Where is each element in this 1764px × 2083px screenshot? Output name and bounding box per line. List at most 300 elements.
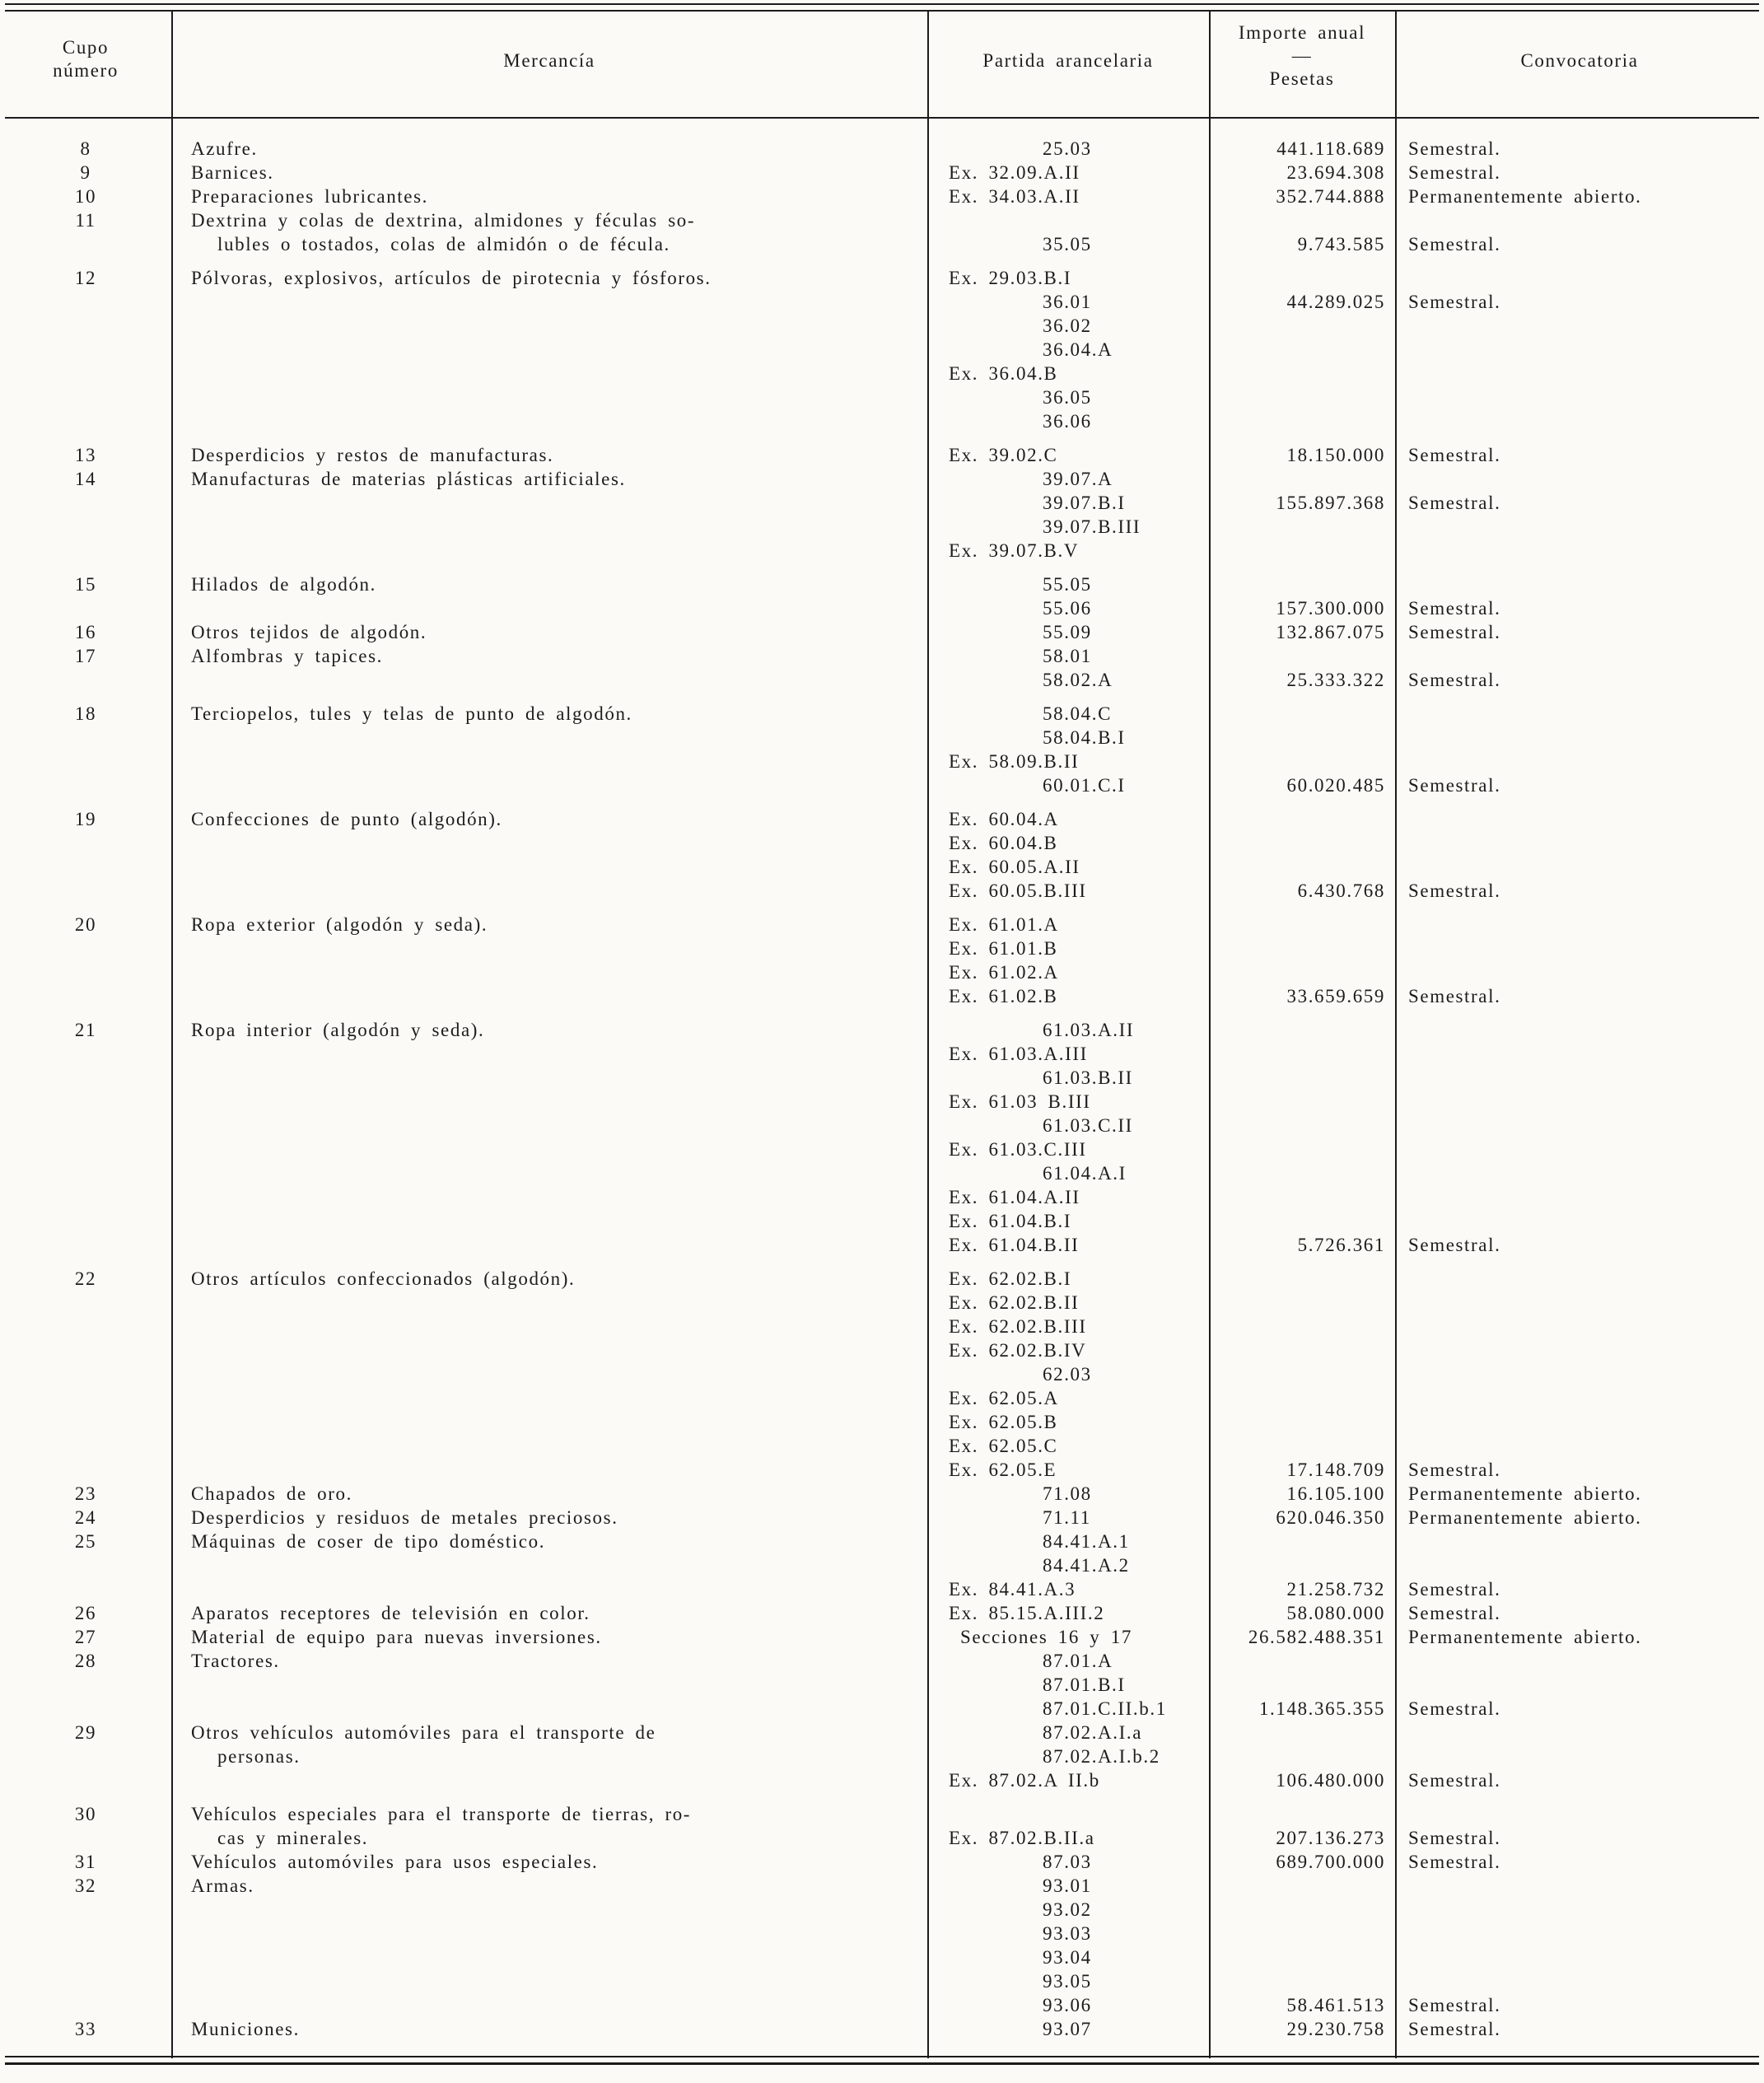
mercancia-cell: [171, 855, 927, 879]
table-row: [0, 668, 1764, 692]
partida-cell: Ex. 61.02.B: [949, 986, 1058, 1006]
cupo-number-cell: 13: [74, 445, 97, 465]
mercancia-cell: [171, 984, 927, 1008]
mercancia-cell: Vehículos automóviles para usos especiales.: [191, 1852, 599, 1872]
convocatoria-cell: [1395, 1744, 1764, 1768]
partida-cell: Ex. 34.03.A.II: [949, 186, 1080, 207]
cupo-number-cell: [0, 879, 171, 903]
cupo-number-cell: 32: [74, 1875, 97, 1896]
mercancia-cell: [171, 1697, 927, 1721]
partida-cell: 93.03: [1043, 1923, 1092, 1944]
table-row: [0, 1802, 1764, 1826]
table-row: [0, 1434, 1764, 1458]
mercancia-cell: Tractores.: [191, 1651, 280, 1671]
table-row: [0, 1697, 1764, 1721]
cupo-number-cell: 31: [74, 1852, 97, 1872]
importe-cell: [1209, 855, 1395, 879]
partida-cell: 25.03: [1043, 138, 1092, 159]
mercancia-cell: Municiones.: [191, 2019, 300, 2039]
table-row: [0, 855, 1764, 879]
table-row: [0, 1898, 1764, 1922]
column-divider-mercancia-partida: [927, 10, 929, 2058]
mercancia-cell: [171, 1233, 927, 1257]
table-row: [0, 1267, 1764, 1291]
partida-cell: 62.03: [1043, 1364, 1092, 1385]
importe-cell: 620.046.350: [1276, 1507, 1385, 1528]
cupo-number-cell: 26: [74, 1603, 97, 1623]
convocatoria-cell: Semestral.: [1408, 493, 1501, 513]
cupo-number-cell: [0, 232, 171, 256]
cupo-number-cell: 18: [74, 703, 97, 724]
mercancia-cell: [171, 1922, 927, 1945]
mercancia-cell: [171, 1209, 927, 1233]
table-row: [0, 1744, 1764, 1768]
cupo-number-cell: [0, 1697, 171, 1721]
importe-cell: [1209, 1209, 1395, 1233]
header-separator-rule: [5, 117, 1759, 119]
cupo-number-cell: [0, 1945, 171, 1969]
cupo-number-cell: 28: [74, 1651, 97, 1671]
mercancia-cell: [171, 1114, 927, 1137]
table-row: [0, 1161, 1764, 1185]
partida-cell: 60.01.C.I: [1043, 775, 1126, 796]
mercancia-cell: [171, 1458, 927, 1482]
mercancia-cell: personas.: [217, 1746, 301, 1767]
cupo-number-cell: [0, 1386, 171, 1410]
convocatoria-cell: [1395, 572, 1764, 596]
partida-cell: 39.07.B.III: [1043, 516, 1141, 537]
cupo-number-cell: [0, 409, 171, 433]
table-row: [0, 831, 1764, 855]
partida-cell: Ex. 87.02.B.II.a: [949, 1828, 1095, 1848]
table-row: [0, 1721, 1764, 1744]
importe-cell: [1209, 1673, 1395, 1697]
table-row: [0, 807, 1764, 831]
cupo-number-cell: [0, 491, 171, 515]
partida-cell: 61.03.B.II: [1043, 1067, 1133, 1088]
table-row: [0, 161, 1764, 184]
importe-cell: [1209, 1649, 1395, 1673]
partida-cell: Ex. 32.09.A.II: [949, 162, 1080, 183]
convocatoria-cell: [1395, 1721, 1764, 1744]
importe-cell: [1209, 385, 1395, 409]
importe-cell: 17.148.709: [1286, 1460, 1385, 1480]
partida-cell: 93.01: [1043, 1875, 1092, 1896]
column-divider-partida-importe: [1209, 10, 1211, 2058]
convocatoria-cell: [1395, 807, 1764, 831]
importe-cell: [1209, 726, 1395, 750]
mercancia-cell: [171, 1137, 927, 1161]
header-importe-line1: Importe anual: [1238, 22, 1366, 43]
partida-cell: Ex. 85.15.A.III.2: [949, 1603, 1105, 1623]
mercancia-cell: Dextrina y colas de dextrina, almidones y féculas so-: [191, 210, 696, 231]
importe-cell: 44.289.025: [1286, 292, 1385, 312]
mercancia-cell: [171, 314, 927, 338]
partida-cell: 55.09: [1043, 622, 1092, 642]
table-row: [0, 2017, 1764, 2041]
convocatoria-cell: [1395, 1434, 1764, 1458]
cupo-number-cell: 23: [74, 1483, 97, 1504]
cupo-number-cell: [0, 726, 171, 750]
mercancia-cell: [171, 1386, 927, 1410]
table-row: [0, 596, 1764, 620]
table-row: [0, 1506, 1764, 1530]
table-row: [0, 491, 1764, 515]
partida-cell: 35.05: [1043, 234, 1092, 255]
partida-cell: 87.02.A.I.b.2: [1043, 1746, 1160, 1767]
mercancia-cell: Terciopelos, tules y telas de punto de algodón.: [191, 703, 632, 724]
convocatoria-cell: [1395, 539, 1764, 563]
table-row: [0, 1066, 1764, 1090]
importe-cell: [1209, 831, 1395, 855]
partida-cell: Secciones 16 y 17: [960, 1627, 1132, 1647]
mercancia-cell: Azufre.: [191, 138, 258, 159]
mercancia-cell: Desperdicios y restos de manufacturas.: [191, 445, 554, 465]
mercancia-cell: [171, 1553, 927, 1577]
convocatoria-cell: Semestral.: [1408, 1995, 1501, 2015]
mercancia-cell: [171, 362, 927, 385]
cupo-number-cell: [0, 1744, 171, 1768]
cupo-number-cell: [0, 668, 171, 692]
partida-cell: Ex. 62.02.B.IV: [949, 1340, 1087, 1361]
partida-cell: Ex. 62.05.B: [949, 1412, 1058, 1432]
importe-cell: [1209, 1898, 1395, 1922]
convocatoria-cell: [1395, 409, 1764, 433]
partida-cell: Ex. 87.02.A II.b: [949, 1770, 1100, 1791]
table-row: [0, 338, 1764, 362]
cupo-number-cell: 11: [75, 210, 96, 231]
partida-cell: Ex. 61.01.A: [949, 914, 1059, 935]
partida-cell: 61.03.A.II: [1043, 1020, 1135, 1040]
header-partida: Partida arancelaria: [982, 50, 1154, 71]
convocatoria-cell: [1395, 208, 1764, 232]
importe-cell: [1209, 362, 1395, 385]
bottom-rule-inner: [5, 2056, 1759, 2057]
convocatoria-cell: Semestral.: [1408, 162, 1501, 183]
importe-cell: [1209, 338, 1395, 362]
table-row: [0, 1315, 1764, 1338]
table-row: [0, 1850, 1764, 1874]
cupo-number-cell: [0, 385, 171, 409]
table-row: [0, 984, 1764, 1008]
table-row: [0, 1338, 1764, 1362]
partida-cell: 58.02.A: [1043, 670, 1113, 690]
cupo-number-cell: 21: [74, 1020, 97, 1040]
convocatoria-cell: [1395, 750, 1764, 773]
partida-cell: Ex. 61.03.A.III: [949, 1044, 1088, 1064]
mercancia-cell: [171, 1945, 927, 1969]
cupo-number-cell: [0, 1066, 171, 1090]
importe-cell: 23.694.308: [1286, 162, 1385, 183]
header-importe-dash: —: [1291, 45, 1313, 66]
table-row: [0, 362, 1764, 385]
table-row: [0, 515, 1764, 539]
convocatoria-cell: Permanentemente abierto.: [1408, 1483, 1642, 1504]
column-divider-cupo-mercancia: [171, 10, 173, 2058]
table-row: [0, 1291, 1764, 1315]
partida-cell: Ex. 62.05.A: [949, 1388, 1059, 1408]
mercancia-cell: Ropa exterior (algodón y seda).: [191, 914, 488, 935]
partida-cell: [927, 1802, 1209, 1826]
importe-cell: 441.118.689: [1276, 138, 1385, 159]
convocatoria-cell: [1395, 1874, 1764, 1898]
convocatoria-cell: [1395, 1291, 1764, 1315]
partida-cell: Ex. 58.09.B.II: [949, 751, 1080, 772]
table-row: [0, 936, 1764, 960]
table-row: [0, 1969, 1764, 1993]
mercancia-cell: Barnices.: [191, 162, 274, 183]
convocatoria-cell: Semestral.: [1408, 598, 1501, 619]
cupo-number-cell: [0, 338, 171, 362]
mercancia-cell: Aparatos receptores de televisión en color.: [191, 1603, 590, 1623]
cupo-number-cell: [0, 1137, 171, 1161]
partida-cell: 55.05: [1043, 574, 1092, 595]
partida-cell: Ex. 84.41.A.3: [949, 1579, 1076, 1600]
table-row: [0, 1530, 1764, 1553]
mercancia-cell: [171, 290, 927, 314]
convocatoria-cell: Semestral.: [1408, 1770, 1501, 1791]
table-row: [0, 385, 1764, 409]
importe-cell: [1209, 1090, 1395, 1114]
convocatoria-cell: Semestral.: [1408, 2019, 1501, 2039]
partida-cell: Ex. 60.05.A.II: [949, 857, 1080, 877]
convocatoria-cell: [1395, 1090, 1764, 1114]
partida-cell: 61.03.C.II: [1043, 1115, 1133, 1136]
importe-cell: [1209, 1386, 1395, 1410]
table-row: [0, 750, 1764, 773]
importe-cell: 33.659.659: [1286, 986, 1385, 1006]
mercancia-cell: [171, 1362, 927, 1386]
header-importe-line2: Pesetas: [1269, 68, 1335, 89]
mercancia-cell: [171, 515, 927, 539]
convocatoria-cell: [1395, 385, 1764, 409]
mercancia-cell: [171, 1577, 927, 1601]
importe-cell: 689.700.000: [1276, 1852, 1385, 1872]
table-row: [0, 1826, 1764, 1850]
mercancia-cell: [171, 668, 927, 692]
mercancia-cell: [171, 409, 927, 433]
cupo-number-cell: 12: [74, 268, 97, 288]
cupo-number-cell: 8: [80, 138, 91, 159]
partida-cell: Ex. 39.07.B.V: [949, 540, 1080, 561]
importe-cell: [1209, 539, 1395, 563]
convocatoria-cell: Semestral.: [1408, 986, 1501, 1006]
convocatoria-cell: [1395, 1315, 1764, 1338]
convocatoria-cell: [1395, 1185, 1764, 1209]
convocatoria-cell: [1395, 936, 1764, 960]
importe-cell: 18.150.000: [1286, 445, 1385, 465]
convocatoria-cell: Semestral.: [1408, 1852, 1501, 1872]
convocatoria-cell: [1395, 1649, 1764, 1673]
cupo-number-cell: 16: [74, 622, 97, 642]
convocatoria-cell: [1395, 1137, 1764, 1161]
partida-cell: Ex. 61.04.B.II: [949, 1235, 1080, 1255]
partida-cell: 36.02: [1043, 315, 1092, 336]
cupo-number-cell: [0, 1362, 171, 1386]
partida-cell: 93.02: [1043, 1899, 1092, 1920]
convocatoria-cell: Semestral.: [1408, 1603, 1501, 1623]
convocatoria-cell: [1395, 1802, 1764, 1826]
table-row: [0, 1042, 1764, 1066]
mercancia-cell: Material de equipo para nuevas inversiones.: [191, 1627, 602, 1647]
convocatoria-cell: [1395, 1673, 1764, 1697]
mercancia-cell: [171, 1338, 927, 1362]
cupo-number-cell: [0, 960, 171, 984]
partida-cell: 87.02.A.I.a: [1043, 1722, 1143, 1743]
cupo-number-cell: [0, 314, 171, 338]
cupo-number-cell: [0, 1458, 171, 1482]
mercancia-cell: [171, 773, 927, 797]
partida-cell: Ex. 36.04.B: [949, 363, 1058, 384]
partida-cell: 93.06: [1043, 1995, 1092, 2015]
mercancia-cell: [171, 1673, 927, 1697]
table-row: [0, 137, 1764, 161]
importe-cell: [1209, 1744, 1395, 1768]
importe-cell: 1.148.365.355: [1258, 1698, 1385, 1719]
importe-cell: [1209, 1114, 1395, 1137]
importe-cell: [1209, 1185, 1395, 1209]
top-rule-inner: [5, 10, 1759, 12]
cupo-number-cell: 25: [74, 1531, 97, 1552]
table-row: [0, 232, 1764, 256]
mercancia-cell: [171, 1993, 927, 2017]
mercancia-cell: [171, 491, 927, 515]
partida-cell: [927, 208, 1209, 232]
table-row: [0, 1458, 1764, 1482]
table-row: [0, 960, 1764, 984]
table-body: [0, 137, 1764, 2041]
cupo-number-cell: [0, 1042, 171, 1066]
mercancia-cell: Máquinas de coser de tipo doméstico.: [191, 1531, 546, 1552]
header-cupo: [0, 36, 171, 82]
cupo-number-cell: [0, 855, 171, 879]
convocatoria-cell: [1395, 1898, 1764, 1922]
importe-cell: 106.480.000: [1276, 1770, 1385, 1791]
partida-cell: 36.01: [1043, 292, 1092, 312]
convocatoria-cell: Semestral.: [1408, 1579, 1501, 1600]
convocatoria-cell: Semestral.: [1408, 1828, 1501, 1848]
convocatoria-cell: Semestral.: [1408, 775, 1501, 796]
partida-cell: 55.06: [1043, 598, 1092, 619]
importe-cell: [1209, 702, 1395, 726]
convocatoria-cell: [1395, 1553, 1764, 1577]
cupo-number-cell: 20: [74, 914, 97, 935]
convocatoria-cell: [1395, 1042, 1764, 1066]
mercancia-cell: [171, 1410, 927, 1434]
cupo-number-cell: 17: [74, 646, 97, 666]
convocatoria-cell: [1395, 1530, 1764, 1553]
partida-cell: Ex. 62.05.E: [949, 1460, 1057, 1480]
importe-cell: [1209, 1874, 1395, 1898]
partida-cell: 71.11: [1043, 1507, 1091, 1528]
partida-cell: Ex. 29.03.B.I: [949, 268, 1072, 288]
mercancia-cell: [171, 1066, 927, 1090]
convocatoria-cell: [1395, 1209, 1764, 1233]
importe-cell: [1209, 314, 1395, 338]
mercancia-cell: Otros tejidos de algodón.: [191, 622, 427, 642]
cupo-number-cell: [0, 1898, 171, 1922]
convocatoria-cell: [1395, 1161, 1764, 1185]
importe-cell: [1209, 1530, 1395, 1553]
cupo-number-cell: 33: [74, 2019, 97, 2039]
table-row: [0, 1137, 1764, 1161]
importe-cell: [1209, 1042, 1395, 1066]
header-cupo-line1: Cupo: [62, 37, 110, 58]
importe-cell: [1209, 1018, 1395, 1042]
convocatoria-cell: Semestral.: [1408, 445, 1501, 465]
convocatoria-cell: [1395, 1338, 1764, 1362]
importe-cell: [1209, 1922, 1395, 1945]
convocatoria-cell: Semestral.: [1408, 1460, 1501, 1480]
partida-cell: 93.07: [1043, 2019, 1092, 2039]
convocatoria-cell: [1395, 1114, 1764, 1137]
partida-cell: Ex. 61.02.A: [949, 962, 1059, 983]
convocatoria-cell: [1395, 1922, 1764, 1945]
cupo-number-cell: [0, 1338, 171, 1362]
importe-cell: [1209, 936, 1395, 960]
importe-cell: 132.867.075: [1276, 622, 1385, 642]
partida-cell: Ex. 62.02.B.II: [949, 1292, 1080, 1313]
table-row: [0, 314, 1764, 338]
mercancia-cell: [171, 1161, 927, 1185]
mercancia-cell: [171, 1291, 927, 1315]
table-row: [0, 1410, 1764, 1434]
mercancia-cell: Alfombras y tapices.: [191, 646, 383, 666]
cupo-number-cell: [0, 1826, 171, 1850]
cupo-number-cell: [0, 1291, 171, 1315]
table-row: [0, 1768, 1764, 1792]
importe-cell: 58.080.000: [1286, 1603, 1385, 1623]
table-row: [0, 572, 1764, 596]
table-row: [0, 1993, 1764, 2017]
importe-cell: [1209, 1267, 1395, 1291]
partida-cell: 39.07.B.I: [1043, 493, 1126, 513]
convocatoria-cell: [1395, 702, 1764, 726]
partida-cell: 58.04.C: [1043, 703, 1113, 724]
partida-cell: 84.41.A.1: [1043, 1531, 1130, 1552]
mercancia-cell: Confecciones de punto (algodón).: [191, 809, 502, 829]
mercancia-cell: [171, 1969, 927, 1993]
mercancia-cell: [171, 1090, 927, 1114]
table-row: [0, 1673, 1764, 1697]
table-row: [0, 1362, 1764, 1386]
mercancia-cell: [171, 1434, 927, 1458]
importe-cell: [1209, 644, 1395, 668]
cupo-number-cell: [0, 1969, 171, 1993]
cupo-number-cell: [0, 515, 171, 539]
importe-cell: [1209, 1291, 1395, 1315]
convocatoria-cell: [1395, 644, 1764, 668]
table-row: [0, 1233, 1764, 1257]
importe-cell: 21.258.732: [1286, 1579, 1385, 1600]
cupo-number-cell: [0, 831, 171, 855]
importe-cell: [1209, 960, 1395, 984]
partida-cell: 84.41.A.2: [1043, 1555, 1130, 1576]
convocatoria-cell: [1395, 726, 1764, 750]
cupo-number-cell: 19: [74, 809, 97, 829]
importe-cell: [1209, 1553, 1395, 1577]
cupo-number-cell: 9: [80, 162, 91, 183]
cupo-number-cell: 24: [74, 1507, 97, 1528]
mercancia-cell: [171, 1185, 927, 1209]
table-row: [0, 1922, 1764, 1945]
importe-cell: 16.105.100: [1286, 1483, 1385, 1504]
importe-cell: [1209, 409, 1395, 433]
importe-cell: 157.300.000: [1276, 598, 1385, 619]
table-row: [0, 1209, 1764, 1233]
cupo-number-cell: [0, 984, 171, 1008]
cupo-number-cell: [0, 1410, 171, 1434]
